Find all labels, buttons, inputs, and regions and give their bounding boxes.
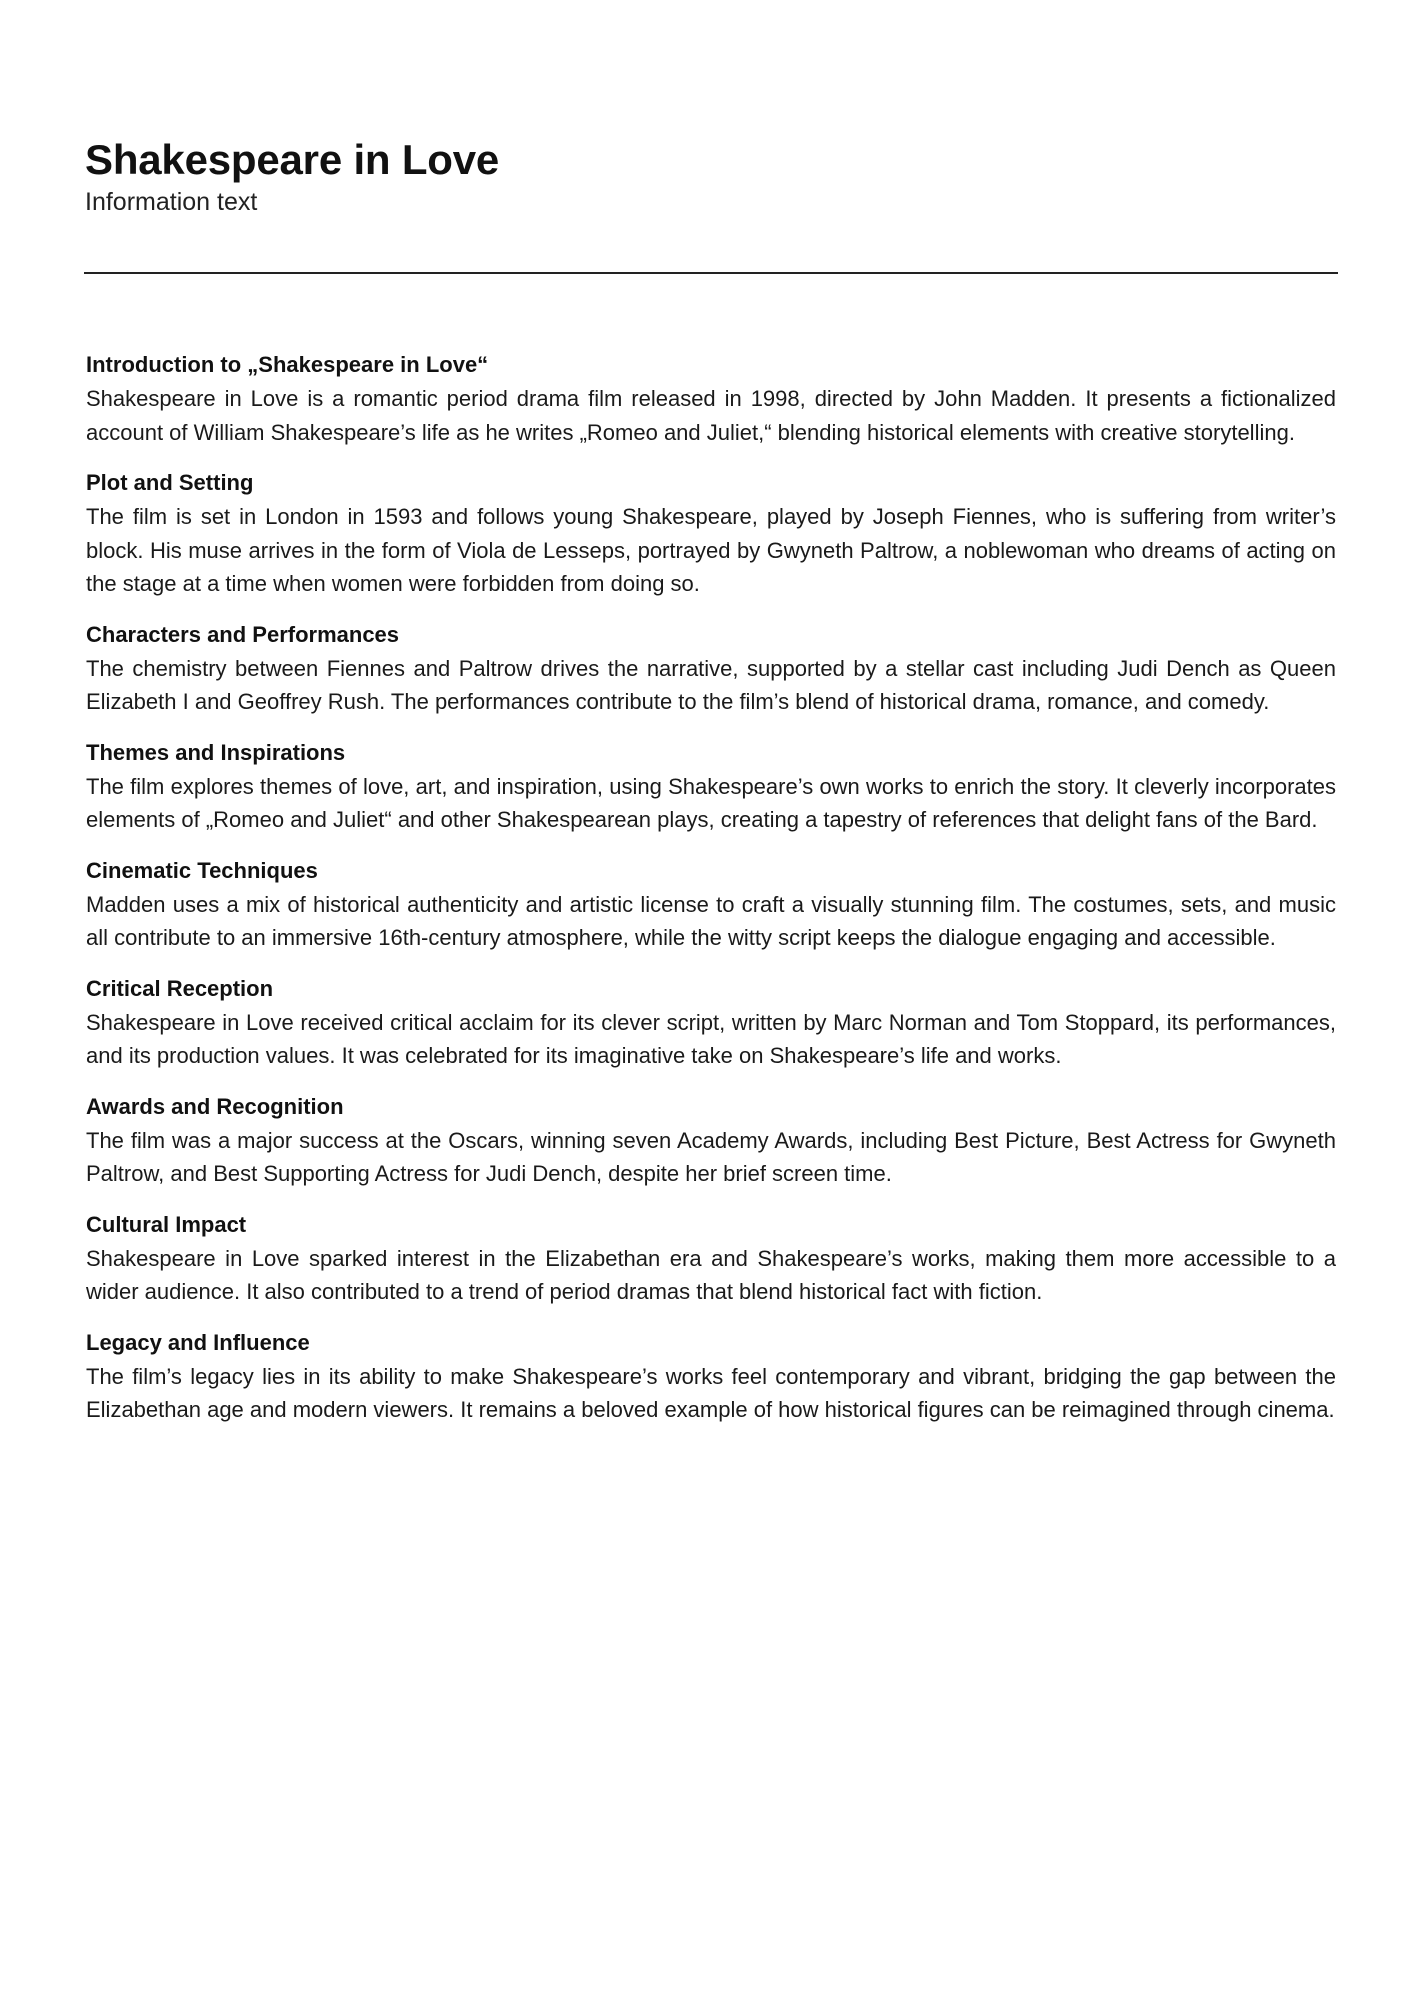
section-heading: Cinematic Techniques bbox=[86, 857, 318, 883]
document-title: Shakespeare in Love bbox=[85, 136, 500, 183]
section-characters-and-performances bbox=[86, 618, 1336, 719]
section-heading: Awards and Recognition bbox=[86, 1093, 344, 1119]
section-heading: Legacy and Influence bbox=[86, 1329, 310, 1355]
section-paragraph: Shakespeare in Love sparked interest in the Elizabethan era and Shakespeare’s works, making them more accessible to a wider audience. It also contributed to a trend of period dramas that blend historical fact with fiction. bbox=[86, 1245, 1336, 1304]
header-divider bbox=[84, 272, 1338, 274]
section-legacy-and-influence bbox=[86, 1326, 1336, 1427]
document-body bbox=[86, 348, 1336, 1444]
section-cultural-impact bbox=[86, 1208, 1336, 1309]
section-awards-and-recognition bbox=[86, 1090, 1336, 1191]
section-plot-and-setting bbox=[86, 466, 1336, 601]
section-heading: Characters and Performances bbox=[86, 621, 400, 647]
document-header bbox=[85, 134, 1337, 218]
section-heading: Critical Reception bbox=[86, 975, 274, 1001]
section-paragraph: The film’s legacy lies in its ability to make Shakespeare’s works feel contemporary and vibrant, bridging the gap between the Elizabethan age and modern viewers. It remains a beloved example of how historical figures can be reimagined through cinema. bbox=[86, 1363, 1336, 1422]
section-heading: Themes and Inspirations bbox=[86, 739, 346, 765]
section-paragraph: The film is set in London in 1593 and follows young Shakespeare, played by Joseph Fiennes, who is suffering from writer’s block. His muse arrives in the form of Viola de Lesseps, portrayed by Gwyneth Paltrow, a noblewoman who dreams of acting on the stage at a time when women were forbidden from doing so. bbox=[86, 504, 1336, 596]
section-heading: Introduction to „Shakespeare in Love“ bbox=[86, 352, 489, 377]
section-paragraph: The film was a major success at the Oscars, winning seven Academy Awards, including Best Picture, Best Actress for Gwyneth Paltrow, and Best Supporting Actress for Judi Dench, despite her brief screen time. bbox=[86, 1127, 1336, 1186]
section-paragraph: Shakespeare in Love is a romantic period drama film released in 1998, directed by John Madden. It presents a fictionalized account of William Shakespeare’s life as he writes „Romeo and Juliet,“ blending historical elements with creative storytelling. bbox=[86, 386, 1336, 445]
document-subtitle: Information text bbox=[85, 188, 258, 216]
section-paragraph: Shakespeare in Love received critical acclaim for its clever script, written by Marc Norman and Tom Stoppard, its performances, and its production values. It was celebrated for its imaginative take on Shakespeare’s life and works. bbox=[86, 1009, 1336, 1068]
section-paragraph: Madden uses a mix of historical authenticity and artistic license to craft a visually stunning film. The costumes, sets, and music all contribute to an immersive 16th-century atmosphere, while the witty script keeps the dialogue engaging and accessible. bbox=[86, 891, 1336, 950]
section-paragraph: The film explores themes of love, art, and inspiration, using Shakespeare’s own works to enrich the story. It cleverly incorporates elements of „Romeo and Juliet“ and other Shakespearean plays, creating a tapestry of references that delight fans of the Bard. bbox=[86, 773, 1336, 832]
section-critical-reception bbox=[86, 972, 1336, 1073]
section-themes-and-inspirations bbox=[86, 736, 1336, 837]
section-paragraph: The chemistry between Fiennes and Paltrow drives the narrative, supported by a stellar cast including Judi Dench as Queen Elizabeth I and Geoffrey Rush. The performances contribute to the film’s blend of historical drama, romance, and comedy. bbox=[86, 655, 1336, 714]
section-introduction bbox=[86, 348, 1336, 449]
section-heading: Plot and Setting bbox=[86, 470, 254, 495]
section-cinematic-techniques bbox=[86, 854, 1336, 955]
section-heading: Cultural Impact bbox=[86, 1211, 247, 1237]
